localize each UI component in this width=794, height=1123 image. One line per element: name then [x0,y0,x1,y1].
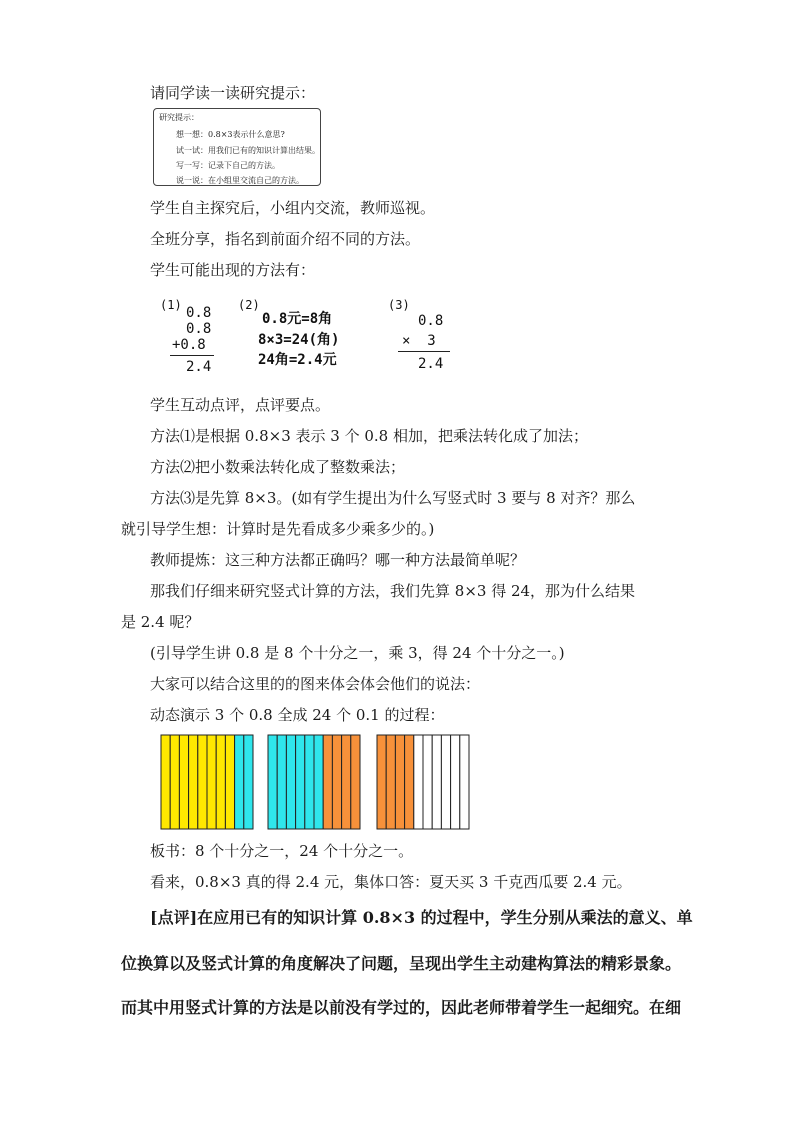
paragraph-line: 看来，0.8×3 真的得 2.4 元，集体口答：夏天买 3 千克西瓜要 2.4 元。 [150,873,632,891]
tenth-strip [216,735,225,829]
tenth-strip [423,735,432,829]
paragraph-line: 全班分享，指名到前面介绍不同的方法。 [150,230,421,248]
hint-item: 想一想：0.8×3表示什么意思? [176,130,285,139]
tenth-strip [268,735,277,829]
method-2-row: 0.8元=8角 [262,311,333,327]
method-3-rule [398,351,450,352]
tenth-strip [296,735,305,829]
method-3-label: (3) [388,298,410,312]
tenth-strip [405,735,414,829]
paragraph-line: (引导学生讲 0.8 是 8 个十分之一，乘 3，得 24 个十分之一。) [150,644,565,662]
method-3-result: 2.4 [418,356,444,372]
tenth-strip [189,735,198,829]
tenth-strip [170,735,179,829]
comment-line: 位换算以及竖式计算的角度解决了问题，呈现出学生主动建构算法的精彩景象。 [121,954,682,973]
research-hint-box [153,108,321,186]
tenth-strip [244,735,253,829]
tenth-strip [305,735,314,829]
hint-item: 说一说：在小组里交流自己的方法。 [176,176,304,185]
method-2-row: 8×3=24(角) [258,332,340,348]
method-3-row: 0.8 [418,313,444,329]
paragraph-line: 就引导学生想：计算时是先看成多少乘多少的。) [121,520,435,538]
tenth-strip [441,735,450,829]
hint-item: 试一试：用我们已有的知识计算出结果。 [176,146,320,155]
hint-title: 研究提示： [159,113,199,122]
method-1-label: (1) [160,298,182,312]
method-1-row: 0.8 [186,321,212,337]
paragraph-line: 是 2.4 呢？ [121,613,200,631]
method-1-row: 0.8 [186,305,212,321]
tenth-strip [414,735,423,829]
tenth-strip [323,735,332,829]
paragraph-line: 那我们仔细来研究竖式计算的方法，我们先算 8×3 得 24，那为什么结果 [150,582,636,600]
tenth-strip [386,735,395,829]
tenth-strip [377,735,386,829]
paragraph-line: 大家可以结合这里的的图来体会体会他们的说法： [150,675,481,693]
tenth-strip [286,735,295,829]
tenth-strip [432,735,441,829]
comment-line: 而其中用竖式计算的方法是以前没有学过的，因此老师带着学生一起细究。在细 [121,998,682,1017]
method-1-row: +0.8 [172,337,206,353]
tenth-strip [460,735,469,829]
paragraph-line: 板书：8 个十分之一，24 个十分之一。 [150,842,414,860]
tenths-strip-figure [160,733,480,831]
paragraph-line: 学生可能出现的方法有： [150,261,316,279]
intro-text: 请同学读一读研究提示： [150,84,316,102]
tenth-strip [351,735,360,829]
paragraph-line: 学生自主探究后，小组内交流，教师巡视。 [150,199,436,217]
paragraph-line: 动态演示 3 个 0.8 全成 24 个 0.1 的过程： [150,706,445,724]
paragraph-line: 方法⑴是根据 0.8×3 表示 3 个 0.8 相加，把乘法转化成了加法； [150,427,588,445]
tenth-strip [277,735,286,829]
tenth-strip [198,735,207,829]
tenth-strip [332,735,341,829]
method-3-row: × 3 [402,333,436,349]
tenth-strip [179,735,188,829]
paragraph-line: 方法⑶是先算 8×3。(如有学生提出为什么写竖式时 3 要与 8 对齐？那么 [150,489,636,507]
method-1-rule [170,355,214,356]
tenth-strip [207,735,216,829]
paragraph-line: 学生互动点评，点评要点。 [150,396,331,414]
tenth-strip [342,735,351,829]
hint-item: 写一写：记录下自己的方法。 [176,161,280,170]
method-1-result: 2.4 [186,359,212,375]
method-2-label: (2) [238,298,260,312]
tenth-strip [314,735,323,829]
tenth-strip [395,735,404,829]
tenth-strip [225,735,234,829]
tenth-strip [161,735,170,829]
paragraph-line: 方法⑵把小数乘法转化成了整数乘法； [150,458,406,476]
tenth-strip [451,735,460,829]
method-2-row: 24角=2.4元 [258,352,337,368]
paragraph-line: 教师提炼：这三种方法都正确吗？哪一种方法最简单呢？ [150,551,526,569]
comment-line: [点评]在应用已有的知识计算 0.8×3 的过程中，学生分别从乘法的意义、单 [150,908,693,927]
tenth-strip [235,735,244,829]
